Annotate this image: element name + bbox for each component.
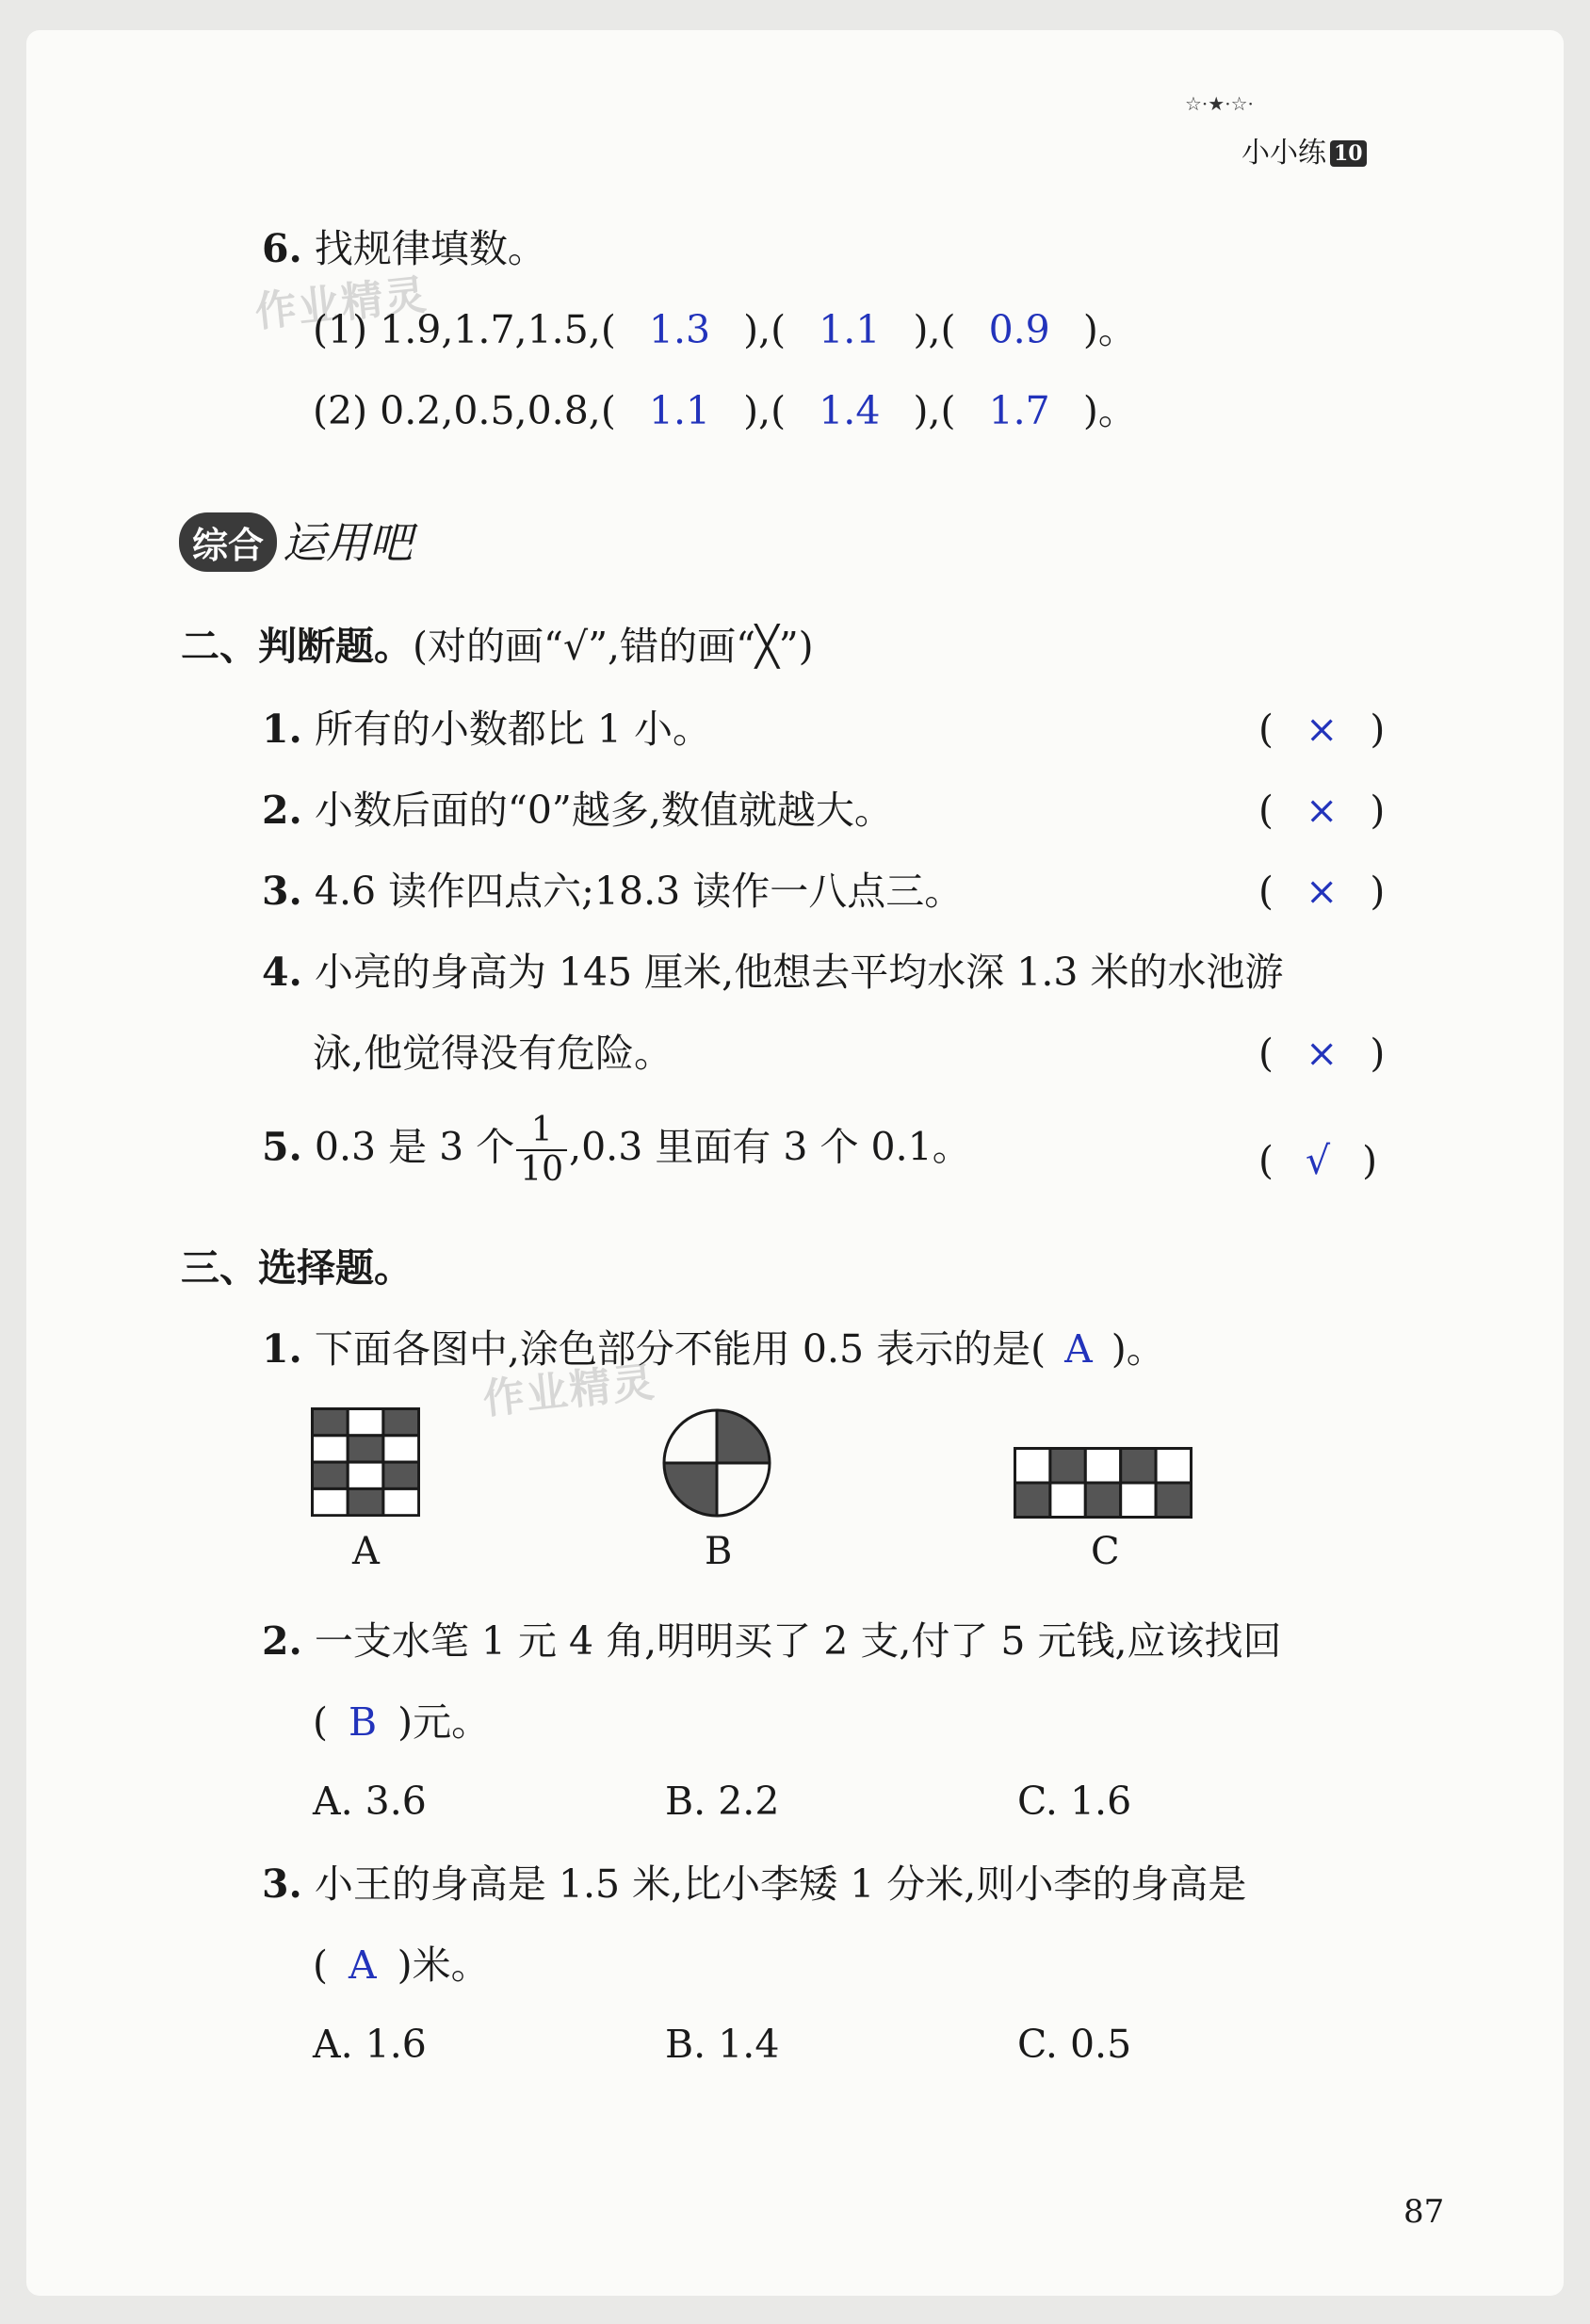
- grid-cell: [348, 1462, 383, 1488]
- grid-cell: [1121, 1449, 1156, 1484]
- q6-1-suffix: )。: [1082, 307, 1137, 352]
- figure-c-grid: [1014, 1447, 1192, 1519]
- choice-q2-line-2: [313, 1699, 490, 1745]
- part3-heading: 三、选择题。: [181, 1245, 413, 1291]
- item-number: 1.: [262, 707, 302, 752]
- lesson-number-badge: 10: [1330, 140, 1367, 167]
- item-text: )元。: [398, 1699, 491, 1745]
- item-text: 小亮的身高为 145 厘米,他想去平均水深 1.3 米的水池游: [314, 950, 1284, 995]
- item-text: )米。: [397, 1942, 490, 1988]
- paren-open: (: [1258, 869, 1274, 914]
- answer-choice: A: [349, 1942, 377, 1988]
- watermark: 作业精灵: [252, 270, 430, 337]
- grid-cell: [383, 1462, 419, 1488]
- grid-cell: [383, 1488, 419, 1515]
- grid-cell: [1085, 1483, 1120, 1518]
- grid-cell: [383, 1436, 419, 1462]
- answer-choice: B: [349, 1699, 378, 1745]
- paren-close: ): [1370, 1031, 1386, 1076]
- section-badge: [179, 509, 413, 572]
- figure-c-label: C: [1091, 1530, 1120, 1573]
- judge-item-5: [262, 1112, 971, 1189]
- grid-cell: [1156, 1449, 1191, 1484]
- answer-mark: ×: [1306, 869, 1339, 914]
- q3-option-c: C. 0.5: [1017, 2022, 1132, 2067]
- grid-cell: [1156, 1483, 1191, 1518]
- q6-2-answer-3: 1.7: [988, 388, 1050, 433]
- q6-2-sep: ),(: [913, 388, 956, 433]
- item-number: 3.: [262, 1861, 302, 1907]
- paren-close: ): [1370, 869, 1386, 914]
- item-text: 小王的身高是 1.5 米,比小李矮 1 分米,则小李的身高是: [314, 1861, 1247, 1907]
- paren-open: (: [313, 1942, 328, 1988]
- paren-close: ): [1370, 788, 1386, 833]
- q2-option-c: C. 1.6: [1017, 1779, 1132, 1824]
- section-badge-right: 运用吧: [283, 517, 414, 568]
- figure-a-label: A: [352, 1530, 380, 1573]
- fraction: [516, 1112, 567, 1189]
- q6-2-answer-2: 1.4: [819, 388, 881, 433]
- q6-1-sep: ),(: [913, 307, 956, 352]
- q3-option-b: B. 1.4: [665, 2022, 780, 2067]
- item-text: 4.6 读作四点六;18.3 读作一八点三。: [314, 869, 964, 914]
- item-number: 3.: [262, 869, 302, 914]
- answer-mark: ×: [1306, 707, 1339, 752]
- judge-mark-2: [1258, 788, 1385, 833]
- q6-1-prefix: (1) 1.9,1.7,1.5,(: [313, 307, 616, 352]
- item-text: 0.3 是 3 个: [314, 1124, 515, 1170]
- grid-cell: [313, 1462, 349, 1488]
- page-number: 87: [1403, 2193, 1445, 2231]
- choice-q2: [262, 1618, 1282, 1664]
- judge-item-3: [262, 869, 963, 914]
- q6-heading: [262, 226, 546, 271]
- q6-2-suffix: )。: [1082, 388, 1137, 433]
- choice-q1: [262, 1326, 1165, 1372]
- figure-b-circle: [661, 1407, 772, 1519]
- item-text: 所有的小数都比 1 小。: [314, 707, 712, 752]
- grid-cell: [348, 1436, 383, 1462]
- grid-cell: [1121, 1483, 1156, 1518]
- figure-b-label: B: [705, 1530, 733, 1573]
- q2-option-a: A. 3.6: [313, 1779, 427, 1824]
- grid-cell: [1050, 1449, 1085, 1484]
- paren-open: (: [1258, 788, 1274, 833]
- fraction-denominator: 10: [520, 1150, 564, 1189]
- paren-open: (: [1258, 707, 1274, 752]
- answer-mark: ×: [1306, 1031, 1339, 1076]
- grid-cell: [313, 1409, 349, 1436]
- q6-2-answer-1: 1.1: [648, 388, 711, 433]
- grid-cell: [1015, 1483, 1050, 1518]
- grid-cell: [348, 1409, 383, 1436]
- q2-option-b: B. 2.2: [665, 1779, 780, 1824]
- q6-1-answer-2: 1.1: [819, 307, 881, 352]
- choice-q3-line-2: [313, 1942, 490, 1988]
- item-text: 下面各图中,涂色部分不能用 0.5 表示的是(: [314, 1326, 1046, 1372]
- fraction-numerator: 1: [516, 1112, 567, 1151]
- item-number: 4.: [262, 950, 302, 995]
- header-title-text: 小小练: [1241, 137, 1326, 170]
- q3-option-a: A. 1.6: [313, 2022, 427, 2067]
- item-text: )。: [1111, 1326, 1165, 1372]
- grid-cell: [383, 1409, 419, 1436]
- q6-1-answer-3: 0.9: [988, 307, 1050, 352]
- item-number: 1.: [262, 1326, 302, 1372]
- grid-cell: [348, 1488, 383, 1515]
- choice-q3: [262, 1861, 1246, 1907]
- answer-choice: A: [1064, 1326, 1093, 1372]
- judge-item-4-line-2: [313, 1031, 673, 1076]
- grid-cell: [1050, 1483, 1085, 1518]
- grid-cell: [313, 1436, 349, 1462]
- part2-note: (对的画“√”,错的画“╳”): [413, 624, 814, 669]
- q6-1-answer-1: 1.3: [648, 307, 711, 352]
- grid-cell: [313, 1488, 349, 1515]
- grid-cell: [1085, 1449, 1120, 1484]
- paren-close: ): [1370, 707, 1386, 752]
- q6-2-sep: ),(: [743, 388, 787, 433]
- paren-open: (: [1258, 1031, 1274, 1076]
- paren-open: (: [1258, 1138, 1274, 1183]
- item-number: 2.: [262, 788, 302, 833]
- section-badge-left: 综合: [179, 512, 277, 572]
- item-number: 5.: [262, 1124, 302, 1170]
- judge-item-4: [262, 950, 1283, 995]
- item-text: 一支水笔 1 元 4 角,明明买了 2 支,付了 5 元钱,应该找回: [314, 1618, 1282, 1664]
- grid-cell: [1015, 1449, 1050, 1484]
- judge-mark-4: [1258, 1031, 1385, 1076]
- q6-title: 找规律填数。: [314, 226, 546, 271]
- watermark: 作业精灵: [480, 1357, 658, 1424]
- part2-heading: [181, 624, 814, 669]
- header-stars: ☆·★·☆·: [1185, 92, 1254, 115]
- judge-mark-1: [1258, 707, 1385, 752]
- q6-number: 6.: [262, 226, 302, 271]
- header-title: [1241, 129, 1367, 171]
- q6-2-prefix: (2) 0.2,0.5,0.8,(: [313, 388, 616, 433]
- judge-item-1: [262, 707, 711, 752]
- item-text: ,0.3 里面有 3 个 0.1。: [569, 1124, 971, 1170]
- paren-open: (: [313, 1699, 328, 1745]
- item-number: 2.: [262, 1618, 302, 1664]
- judge-item-2: [262, 788, 893, 833]
- answer-mark: ×: [1306, 788, 1339, 833]
- q6-1-sep: ),(: [743, 307, 787, 352]
- part2-title: 二、判断题。: [181, 624, 413, 669]
- figure-a-grid: [311, 1407, 420, 1517]
- item-text-continued: 泳,他觉得没有危险。: [313, 1031, 673, 1076]
- answer-mark: √: [1306, 1138, 1331, 1183]
- q6-line-2: [313, 388, 1137, 433]
- judge-mark-5: [1258, 1138, 1377, 1183]
- judge-mark-3: [1258, 869, 1385, 914]
- item-text: 小数后面的“0”越多,数值就越大。: [314, 788, 893, 833]
- paren-close: ): [1362, 1138, 1378, 1183]
- q6-line-1: [313, 307, 1137, 352]
